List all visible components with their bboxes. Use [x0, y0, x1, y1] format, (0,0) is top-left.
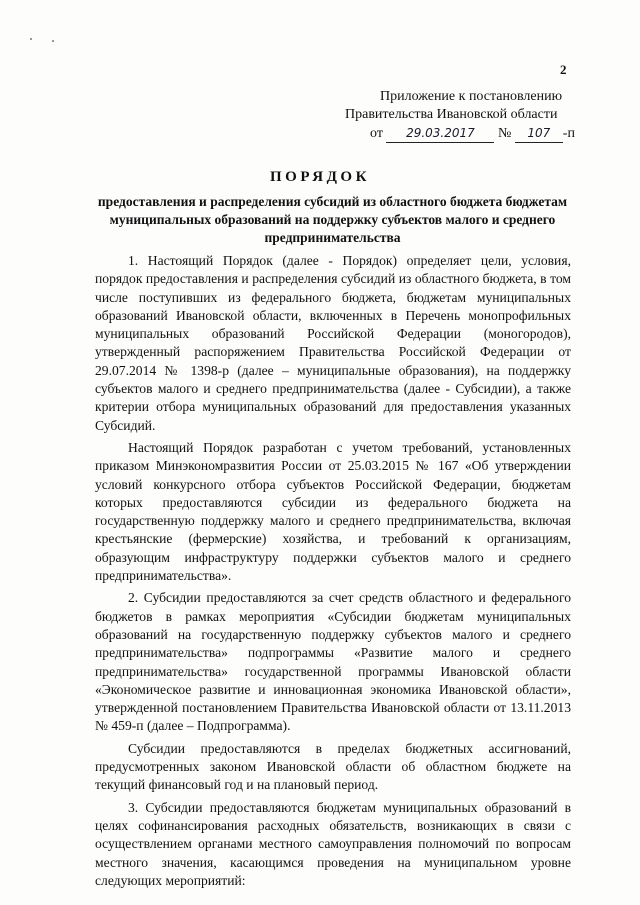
- document-body: [95, 252, 571, 894]
- number-suffix: -п: [562, 126, 575, 141]
- appendix-line-2: Правительства Ивановской области: [345, 107, 558, 122]
- appendix-header: [330, 88, 580, 143]
- paragraph: 1. Настоящий Порядок (далее - Порядок) определяет цели, условия, порядок предоставления и распределения субсидий из областного бюджета, в том числе поступивших из федерального бюджета, бюджетам муниципальных образований Ивановской области, включенных в Перечень монопрофильных муниципальных образований Российской Федерации (моногородов), утвержденный распоряжением Правительства Российской Федерации от 29.07.2014 № 1398-р (далее – муниципальные образования), на поддержку субъектов малого и среднего предпринимательства (далее - Субсидии), а также критерии отбора муниципальных образований для предоставления указанных Субсидий.: [95, 253, 571, 433]
- handwritten-date: 29.03.2017: [386, 124, 494, 143]
- handwritten-number: 107: [515, 124, 563, 143]
- scan-speck: [30, 38, 32, 40]
- scan-speck: [52, 40, 54, 42]
- paragraph: 2. Субсидии предоставляются за счет средств областного и федерального бюджетов в рамках мероприятия «Субсидии бюджетам муниципальных образований на государственную поддержку субъектов малого и среднего предпринимательства» подпрограммы «Развитие малого и среднего предпринимательства» государственной программы Ивановской области «Экономическое развитие и инновационная экономика Ивановской области», утвержденной постановлением Правительства Ивановской области от 13.11.2013 № 459-п (далее – Подпрограмма).: [95, 590, 571, 734]
- appendix-line-1: Приложение к постановлению: [380, 89, 563, 104]
- paragraph: Субсидии предоставляются в пределах бюджетных ассигнований, предусмотренных законом Ивановской области об областном бюджете на текущий финансовый год и на плановый период.: [95, 740, 571, 793]
- document-title: ПОРЯДОК: [270, 169, 370, 185]
- document-subtitle: предоставления и распределения субсидий из областного бюджета бюджетам муниципальных образований на поддержку субъектов малого и среднего предпринимательства: [97, 194, 568, 245]
- appendix-date-line: [330, 124, 580, 143]
- paragraph: 3. Субсидии предоставляются бюджетам муниципальных образований в целях софинансирования расходных обязательств, возникающих в связи с осуществлением органами местного самоуправления полномочий по вопросам местного значения, касающимся проведения на муниципальном уровне следующих мероприятий:: [95, 799, 571, 888]
- date-prefix: от: [370, 126, 383, 141]
- number-prefix: №: [497, 126, 512, 141]
- page-number: 2: [560, 62, 567, 77]
- paragraph: Настоящий Порядок разработан с учетом требований, установленных приказом Минэкономразвития России от 25.03.2015 № 167 «Об утверждении условий конкурсного отбора субъектов Российской Федерации, бюджетам которых предоставляются субсидии из федерального бюджета на государственную поддержку малого и среднего предпринимательства, включая крестьянские (фермерские) хозяйства, и требований к организациям, образующим инфраструктуру поддержки субъектов малого и среднего предпринимательства».: [95, 439, 571, 584]
